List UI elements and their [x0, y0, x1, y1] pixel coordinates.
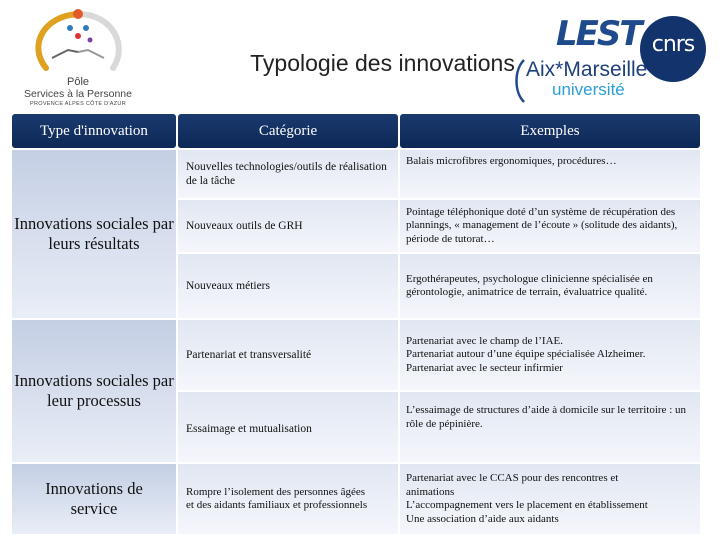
pole-logo-line1: Pôle — [66, 76, 90, 88]
group-label: Innovations sociales par leur processus — [14, 371, 174, 410]
exemples-cell — [400, 392, 700, 462]
exemples-cell — [400, 464, 700, 534]
exemples-cell — [400, 150, 700, 198]
group-label: Innovations sociales par leurs résultats — [14, 214, 174, 253]
categorie-text: Nouveaux outils de GRH — [186, 220, 303, 232]
exemples-line: Partenariat autour d’une équipe spécialisée Alzheimer. — [406, 348, 646, 361]
categorie-cell — [178, 150, 398, 198]
categorie-text: Essaimage et mutualisation — [186, 423, 312, 435]
group-processus — [12, 320, 176, 462]
page-title: Typologie des innovations — [250, 50, 515, 76]
exemples-text: Balais microfibres ergonomiques, procédures… — [406, 155, 617, 167]
categorie-text: Partenariat et transversalité — [186, 349, 312, 361]
header-type: Type d'innovation — [12, 114, 176, 148]
lest-logo-text: LEST — [556, 14, 641, 54]
exemples-cell — [400, 254, 700, 318]
exemples-line: Partenariat avec le CCAS pour des rencontres et animations — [406, 472, 619, 498]
amu-bracket-icon — [512, 58, 526, 104]
categorie-text: Nouvelles technologies/outils de réalisation de la tâche — [186, 161, 387, 187]
exemples-cell — [400, 200, 700, 252]
header-exemples: Exemples — [400, 114, 700, 148]
categorie-cell — [178, 464, 398, 534]
exemples-line: Partenariat avec le secteur infirmier — [406, 361, 563, 374]
exemples-line: Une association d’aide aux aidants — [406, 512, 559, 525]
header-categorie: Catégorie — [178, 114, 398, 148]
exemples-line: Partenariat avec le champ de l’IAE. — [406, 334, 563, 347]
cnrs-logo — [638, 14, 708, 84]
lest-amu-logo — [512, 14, 648, 104]
amu-logo-line1: Aix*Marseille — [526, 58, 648, 81]
categorie-cell — [178, 392, 398, 462]
exemples-line: L’accompagnement vers le placement en établissement — [406, 499, 648, 511]
categorie-cell — [178, 200, 398, 252]
amu-logo-line2: université — [552, 80, 625, 99]
group-service — [12, 464, 176, 534]
exemples-text: Pointage téléphonique doté d’un système de récupération des plannings, « management de l’écoute » (solitude des aidants), période de tutorat… — [406, 205, 678, 245]
group-resultats — [12, 150, 176, 318]
categorie-cell — [178, 254, 398, 318]
categorie-cell — [178, 320, 398, 390]
pole-logo-line3: PROVENCE ALPES CÔTE D'AZUR — [30, 101, 126, 107]
exemples-text: L’essaimage de structures d’aide à domicile sur le territoire : un rôle de pépinière. — [406, 404, 686, 430]
group-label: Innovations de service — [45, 479, 143, 518]
pole-logo-line2: Services à la Personne — [24, 88, 132, 100]
cnrs-logo-text: cnrs — [651, 32, 695, 57]
exemples-text: Ergothérapeutes, psychologue clinicienne spécialisée en gérontologie, animatrice de terrain, évaluatrice qualité. — [406, 272, 653, 298]
exemples-cell — [400, 320, 700, 390]
categorie-text: Rompre l’isolement des personnes âgées et des aidants familiaux et professionnels — [186, 485, 368, 511]
categorie-text: Nouveaux métiers — [186, 280, 270, 292]
